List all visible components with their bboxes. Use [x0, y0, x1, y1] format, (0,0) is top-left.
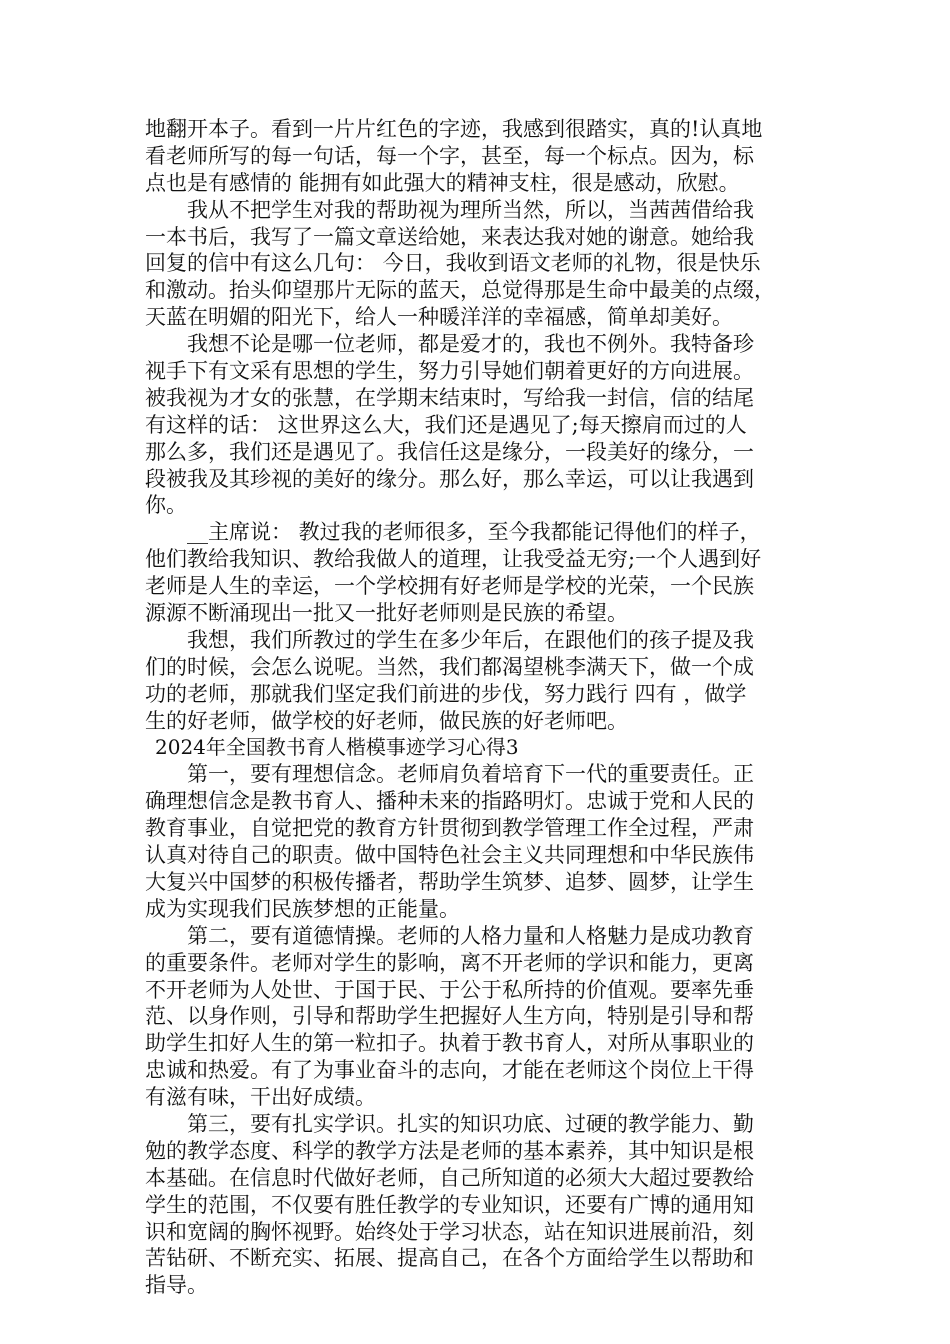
text-line: 成为实现我们民族梦想的正能量。 — [145, 896, 460, 921]
text-line: 老师是人生的幸运，一个学校拥有好老师是学校的光荣，一个民族 — [145, 574, 754, 599]
text-line: 他们教给我知识、教给我做人的道理，让我受益无穷;一个人遇到好 — [145, 547, 762, 572]
text-line: 天蓝在明媚的阳光下，给人一种暖洋洋的幸福感，简单却美好。 — [145, 305, 733, 330]
text-line: 我从不把学生对我的帮助视为理所当然，所以，当茜茜借给我 — [145, 197, 754, 222]
text-line: 指导。 — [145, 1273, 208, 1298]
text-line: __主席说： 教过我的老师很多，至今我都能记得他们的样子， — [145, 520, 761, 545]
body-text — [145, 116, 821, 1299]
section-heading: 2024年全国教书育人楷模事迹学习心得3 — [155, 735, 519, 760]
text-line: 我想，我们所教过的学生在多少年后，在跟他们的孩子提及我 — [145, 627, 754, 652]
text-line: 被我视为才女的张慧，在学期末结束时，写给我一封信，信的结尾 — [145, 385, 754, 410]
text-line: 我想不论是哪一位老师，都是爱才的，我也不例外。我特备珍 — [145, 332, 754, 357]
text-line: 段被我及其珍视的美好的缘分。那么好，那么幸运，可以让我遇到 — [145, 466, 754, 491]
text-line: 范、以身作则，引导和帮助学生把握好人生方向，特别是引导和帮 — [145, 1004, 754, 1029]
text-line: 本基础。在信息时代做好老师，自己所知道的必须大大超过要教给 — [145, 1165, 754, 1190]
text-line: 忠诚和热爱。有了为事业奋斗的志向，才能在老师这个岗位上干得 — [145, 1058, 754, 1083]
text-line: 地翻开本子。看到一片片红色的字迹，我感到很踏实，真的!认真地 — [145, 117, 763, 141]
text-line: 回复的信中有这么几句： 今日，我收到语文老师的礼物，很是快乐 — [145, 251, 761, 276]
text-line: 看老师所写的每一句话，每一个字，甚至，每一个标点。因为，标 — [145, 143, 754, 168]
text-line: 点也是有感情的 能拥有如此强大的精神支柱，很是感动，欣慰。 — [145, 170, 740, 195]
text-line: 不开老师为人处世、于国于民、于公于私所持的价值观。要率先垂 — [145, 977, 754, 1002]
text-line: 源源不断涌现出一批又一批好老师则是民族的希望。 — [145, 601, 628, 626]
text-line: 功的老师，那就我们坚定我们前进的步伐，努力践行 四有 ，做学 — [145, 681, 747, 706]
text-line: 那么多，我们还是遇见了。我信任这是缘分，一段美好的缘分，一 — [145, 439, 754, 464]
text-line: 认真对待自己的职责。做中国特色社会主义共同理想和中华民族伟 — [145, 843, 754, 868]
text-line: 和激动。抬头仰望那片无际的蓝天，总觉得那是生命中最美的点缀， — [145, 278, 775, 303]
text-line: 勉的教学态度、科学的教学方法是老师的基本素养，其中知识是根 — [145, 1138, 754, 1163]
text-line: 确理想信念是教书育人、播种未来的指路明灯。忠诚于党和人民的 — [145, 789, 754, 814]
text-line: 助学生扣好人生的第一粒扣子。执着于教书育人，对所从事职业的 — [145, 1031, 754, 1056]
text-line: 第二，要有道德情操。老师的人格力量和人格魅力是成功教育 — [145, 923, 754, 948]
text-line: 视手下有文采有思想的学生，努力引导她们朝着更好的方向进展。 — [145, 359, 754, 384]
text-line: 大复兴中国梦的积极传播者，帮助学生筑梦、追梦、圆梦，让学生 — [145, 869, 754, 894]
text-line: 生的好老师，做学校的好老师，做民族的好老师吧。 — [145, 708, 628, 733]
text-line: 第一，要有理想信念。老师肩负着培育下一代的重要责任。正 — [145, 762, 754, 787]
text-line: 苦钻研、不断充实、拓展、提高自己，在各个方面给学生以帮助和 — [145, 1246, 754, 1271]
text-line: 一本书后，我写了一篇文章送给她，来表达我对她的谢意。她给我 — [145, 224, 754, 249]
text-line: 你。 — [145, 493, 187, 518]
text-line: 识和宽阔的胸怀视野。始终处于学习状态，站在知识进展前沿，刻 — [145, 1219, 754, 1244]
text-line: 的重要条件。老师对学生的影响，离不开老师的学识和能力，更离 — [145, 950, 754, 975]
text-line: 教育事业，自觉把党的教育方针贯彻到教学管理工作全过程，严肃 — [145, 816, 754, 841]
text-line: 有这样的话： 这世界这么大，我们还是遇见了;每天擦肩而过的人 — [145, 412, 747, 437]
text-line: 第三，要有扎实学识。扎实的知识功底、过硬的教学能力、勤 — [145, 1111, 754, 1136]
text-line: 学生的范围，不仅要有胜任教学的专业知识，还要有广博的通用知 — [145, 1192, 754, 1217]
text-line: 们的时候，会怎么说呢。当然，我们都渴望桃李满天下，做一个成 — [145, 654, 754, 679]
text-line: 有滋有味，干出好成绩。 — [145, 1085, 376, 1110]
